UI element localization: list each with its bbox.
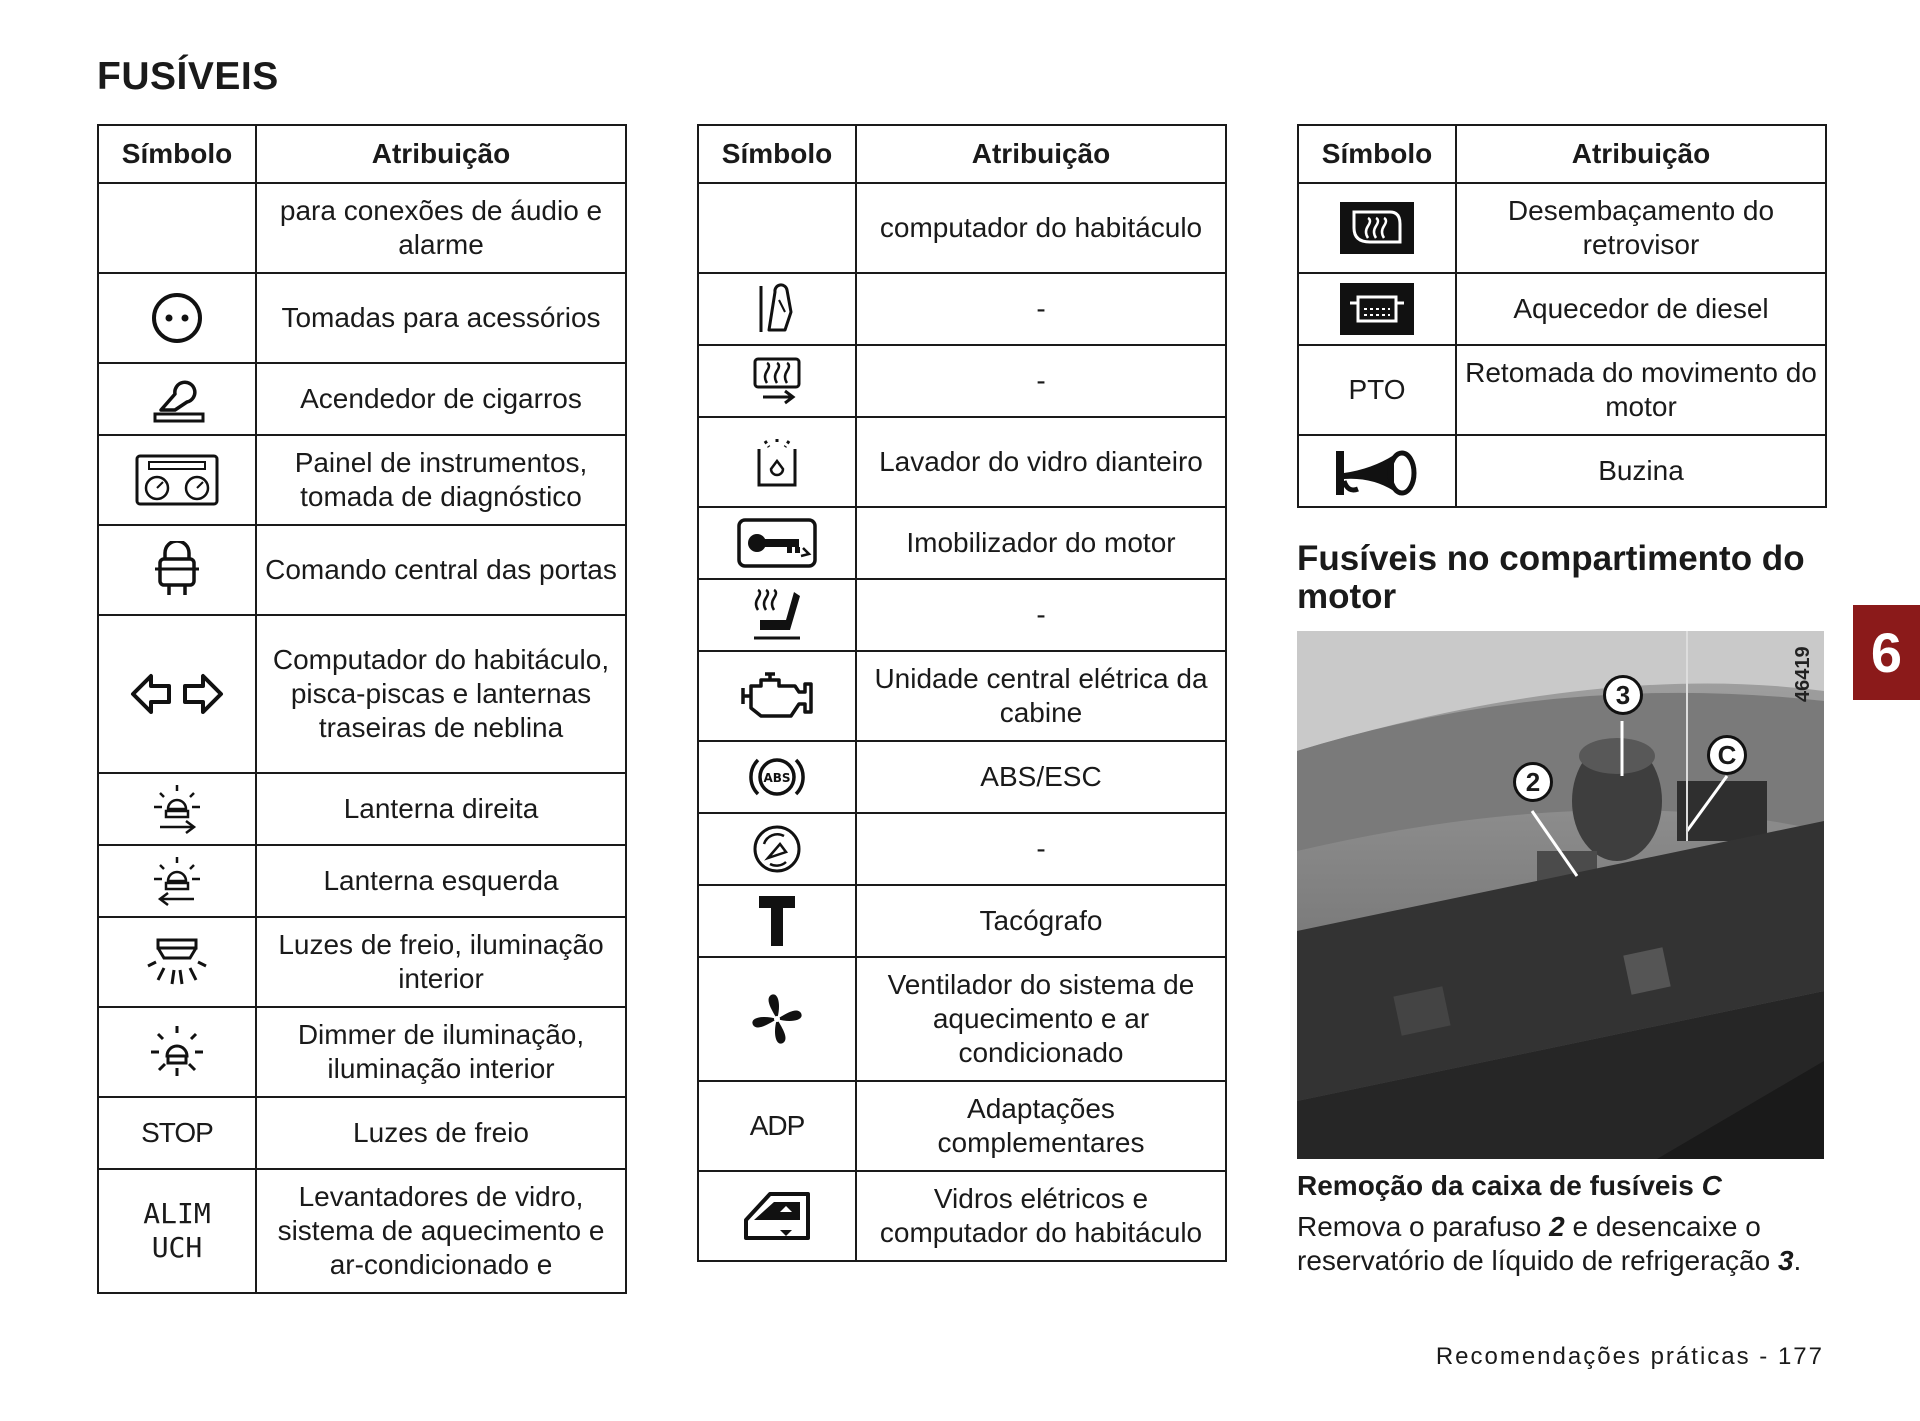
right-lamp-icon: [152, 781, 202, 837]
header-assignment: Atribuição: [1456, 125, 1826, 183]
caption-text-1: Remova o parafuso: [1297, 1211, 1550, 1242]
table-row: [98, 363, 626, 435]
callout-3: 3: [1603, 675, 1643, 715]
rear-defrost-icon: [751, 355, 803, 407]
table-row: [698, 183, 1226, 273]
caption-title-text: Remoção da caixa de fusíveis: [1297, 1170, 1702, 1201]
accessory-socket-icon: [149, 290, 205, 346]
assignment-cell: Dimmer de iluminação, iluminação interior: [256, 1007, 626, 1097]
assignment-cell: Imobilizador do motor: [856, 507, 1226, 579]
assignment-cell: Desembaçamento do retrovisor: [1456, 183, 1826, 273]
diesel-heater-icon: [1340, 283, 1414, 335]
assignment-cell: -: [856, 579, 1226, 651]
power-window-icon: [742, 1190, 812, 1242]
engine-photo-illustration: [1297, 631, 1824, 1159]
assignment-cell: -: [856, 345, 1226, 417]
assignment-cell: Retomada do movimento do motor: [1456, 345, 1826, 435]
table-row: [98, 917, 626, 1007]
table-header-row: [98, 125, 626, 183]
table-row: [698, 417, 1226, 507]
caption-text-2: e desencaixe o reservatório de líquido de refrigeração: [1297, 1211, 1778, 1276]
assignment-cell: Levantadores de vidro, sistema de aquecimento e ar-condicionado e: [256, 1169, 626, 1293]
caption-ref-3: 3: [1777, 1245, 1794, 1276]
callout-c: C: [1707, 735, 1747, 775]
caption-ref-2: 2: [1549, 1211, 1565, 1242]
stop-symbol: STOP: [98, 1097, 256, 1169]
abs-icon: [746, 750, 808, 804]
door-lock-icon: [155, 541, 199, 599]
callout-2: 2: [1513, 762, 1553, 802]
chapter-tab: 6: [1853, 605, 1920, 700]
table-header-row: [1298, 125, 1826, 183]
table-row: [698, 579, 1226, 651]
assignment-cell: Luzes de freio: [256, 1097, 626, 1169]
table-row: [98, 273, 626, 363]
engine-fuses-heading: Fusíveis no compartimento do motor: [1297, 539, 1805, 616]
header-assignment: Atribuição: [856, 125, 1226, 183]
assignment-cell: -: [856, 273, 1226, 345]
interior-light-icon: [142, 936, 212, 988]
table-header-row: [698, 125, 1226, 183]
assignment-cell: para conexões de áudio e alarme: [256, 183, 626, 273]
header-symbol: Símbolo: [1298, 125, 1456, 183]
table-row: [1298, 345, 1826, 435]
cigarette-lighter-icon: [147, 372, 207, 426]
page-footer: Recomendações práticas - 177: [1435, 1343, 1824, 1370]
fuse-table-2: [697, 124, 1227, 1262]
table-row: [1298, 435, 1826, 507]
left-lamp-icon: [152, 853, 202, 909]
table-row: [98, 1169, 626, 1293]
assignment-cell: Luzes de freio, iluminação interior: [256, 917, 626, 1007]
caption-text-3: .: [1793, 1245, 1802, 1276]
symbol-cell-empty: [98, 183, 256, 273]
table-row: [698, 345, 1226, 417]
table-row: [98, 1007, 626, 1097]
engine-compartment-photo: [1297, 631, 1824, 1159]
fuse-table-1: [97, 124, 627, 1294]
assignment-cell: computador do habitáculo: [856, 183, 1226, 273]
table-row: [98, 1097, 626, 1169]
table-row: [1298, 183, 1826, 273]
table-row: [698, 741, 1226, 813]
table-row: [698, 885, 1226, 957]
steering-wheel-icon: [750, 822, 804, 876]
table-row: [98, 615, 626, 773]
caption-body: [1297, 1210, 1837, 1278]
table-row: [98, 435, 626, 525]
symbol-cell-empty: [698, 183, 856, 273]
pto-symbol: PTO: [1298, 345, 1456, 435]
table-row: [98, 773, 626, 845]
table-row: [698, 507, 1226, 579]
caption-title-ref: C: [1701, 1170, 1722, 1201]
mirror-defrost-icon: [1340, 202, 1414, 254]
turn-signal-arrows-icon: [129, 670, 225, 718]
header-symbol: Símbolo: [698, 125, 856, 183]
assignment-cell: Comando central das portas: [256, 525, 626, 615]
assignment-cell: Tacógrafo: [856, 885, 1226, 957]
table-row: [698, 813, 1226, 885]
assignment-cell: Painel de instrumentos, tomada de diagnóstico: [256, 435, 626, 525]
header-assignment: Atribuição: [256, 125, 626, 183]
fuse-table-3: [1297, 124, 1827, 508]
heated-seat-icon: [750, 588, 804, 642]
instrument-panel-icon: [135, 454, 219, 506]
assignment-cell: Ventilador do sistema de aquecimento e ar condicionado: [856, 957, 1226, 1081]
table-row: [1298, 273, 1826, 345]
table-row: [98, 183, 626, 273]
engine-icon: [739, 670, 815, 722]
assignment-cell: -: [856, 813, 1226, 885]
washer-icon: [753, 435, 801, 489]
assignment-cell: Buzina: [1456, 435, 1826, 507]
assignment-cell: Aquecedor de diesel: [1456, 273, 1826, 345]
assignment-cell: Acendedor de cigarros: [256, 363, 626, 435]
dimmer-icon: [149, 1024, 205, 1080]
assignment-cell: ABS/ESC: [856, 741, 1226, 813]
tachograph-icon: [757, 894, 797, 948]
header-symbol: Símbolo: [98, 125, 256, 183]
table-row: [98, 525, 626, 615]
seat-adjust-icon: [755, 282, 799, 336]
table-row: [98, 845, 626, 917]
photo-id-label: 46419: [1792, 646, 1814, 702]
assignment-cell: Lanterna direita: [256, 773, 626, 845]
page-title: FUSÍVEIS: [97, 55, 279, 98]
table-row: [698, 1081, 1226, 1171]
table-row: [698, 273, 1226, 345]
horn-icon: [1332, 445, 1422, 497]
assignment-cell: Lanterna esquerda: [256, 845, 626, 917]
alim-uch-symbol: ALIM UCH: [143, 1197, 211, 1264]
table-row: [698, 651, 1226, 741]
caption-title: [1297, 1170, 1722, 1202]
fan-icon: [749, 991, 805, 1047]
immobilizer-key-icon: [737, 518, 817, 568]
table-row: [698, 957, 1226, 1081]
assignment-cell: Vidros elétricos e computador do habitáculo: [856, 1171, 1226, 1261]
svg-text:ABS: ABS: [763, 771, 791, 785]
adp-symbol: ADP: [698, 1081, 856, 1171]
table-row: [698, 1171, 1226, 1261]
assignment-cell: Computador do habitáculo, pisca-piscas e lanternas traseiras de neblina: [256, 615, 626, 773]
assignment-cell: Adaptações complementares: [856, 1081, 1226, 1171]
assignment-cell: Tomadas para acessórios: [256, 273, 626, 363]
assignment-cell: Lavador do vidro dianteiro: [856, 417, 1226, 507]
assignment-cell: Unidade central elétrica da cabine: [856, 651, 1226, 741]
